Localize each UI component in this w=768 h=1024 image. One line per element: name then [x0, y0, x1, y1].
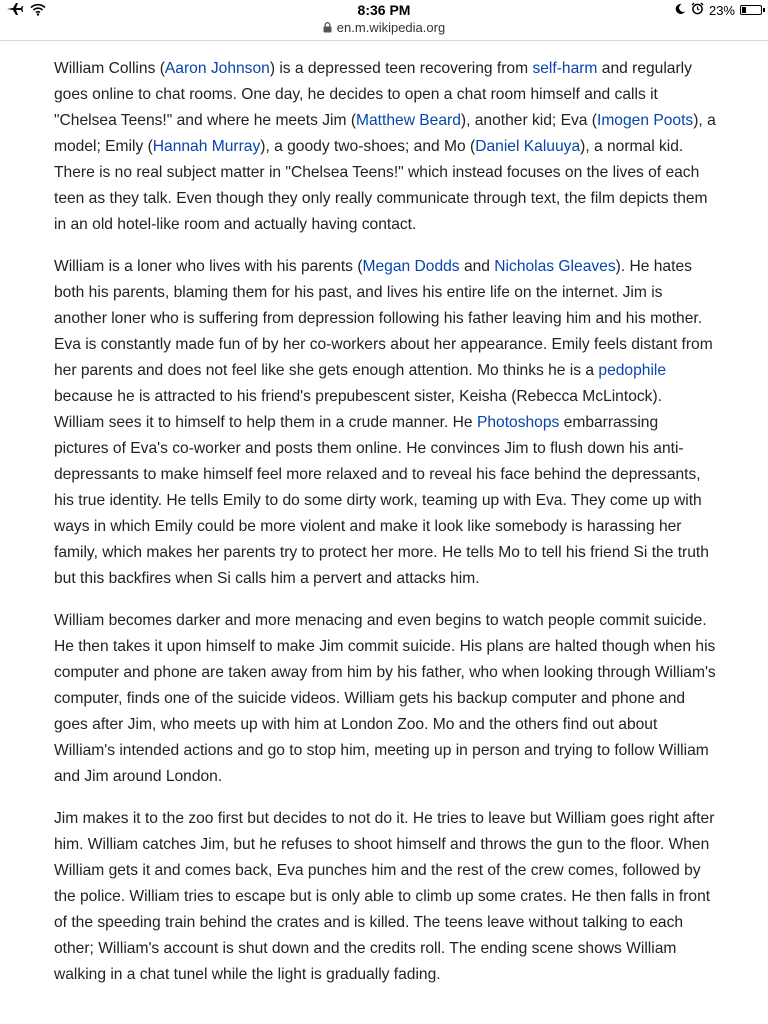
wiki-link[interactable]: Aaron Johnson [164, 60, 270, 77]
wiki-link[interactable]: Photoshops [476, 414, 560, 431]
paragraph-text: and [459, 258, 495, 275]
wiki-link[interactable]: Imogen Poots [596, 112, 694, 129]
battery-icon [740, 5, 762, 15]
article-body [54, 56, 716, 1004]
battery-level [742, 7, 746, 13]
lock-icon [323, 21, 332, 36]
article-paragraph [54, 608, 716, 790]
moon-icon [674, 3, 686, 18]
paragraph-text: ) is a depressed teen recovering from [269, 60, 533, 77]
paragraph-text: because he is attracted to his friend's prepubescent sister, Keisha (Rebecca McLintock). William sees it to himself to help them in a crude manner. He [54, 388, 662, 431]
paragraph-text: ), a normal kid. There is no real subject matter in "Chelsea Teens!" which instead focuses on the lives of each teen as they talk. Even though they only really communicate through text, the film depicts them in an old hotel-like room and actually having contact. [54, 138, 708, 233]
article-paragraph [54, 254, 716, 592]
url-bar[interactable] [0, 20, 768, 36]
wiki-link[interactable]: Megan Dodds [362, 258, 460, 275]
paragraph-text: ), a goody two-shoes; and Mo ( [260, 138, 476, 155]
status-right-icons [674, 2, 762, 18]
alarm-icon [691, 2, 704, 18]
battery-percent: 23% [708, 2, 735, 18]
wiki-link[interactable]: Matthew Beard [356, 112, 461, 129]
paragraph-text: and regularly goes online to chat rooms. One day, he decides to open a chat room himself and calls it "Chelsea Teens!" and where he meets Jim ( [54, 60, 692, 129]
paragraph-text: William Collins ( [54, 60, 165, 77]
url-text: en.m.wikipedia.org [336, 20, 446, 35]
article-paragraph [54, 56, 716, 238]
paragraph-text: ), another kid; Eva ( [460, 112, 597, 129]
paragraph-text: William becomes darker and more menacing and even begins to watch people commit suicide. He then takes it upon himself to make Jim commit suicide. His plans are halted though when his computer and phone are taken away from him by his father, who when looking through William's computer, finds one of the suicide videos. William gets his backup computer and phone and goes after Jim, who meets up with him at London Zoo. Mo and the others find out about William's intended actions and go to stop him, meeting up in person and trying to follow William and Jim around London. [54, 612, 716, 785]
status-bar [0, 0, 768, 41]
wiki-link[interactable]: Nicholas Gleaves [494, 258, 616, 275]
paragraph-text: ). He hates both his parents, blaming them for his past, and lives his entire life on the internet. Jim is another loner who is suffering from depression following his father leaving him and his mother. Eva is constantly made fun of by her co-workers about her appearance. Emily feels distant from her parents and does not feel like she gets enough attention. Mo thinks he is a [54, 258, 713, 379]
wiki-link[interactable]: Hannah Murray [152, 138, 261, 155]
wiki-link[interactable]: Daniel Kaluuya [475, 138, 581, 155]
paragraph-text: ), a model; Emily ( [54, 112, 716, 155]
article-paragraph [54, 806, 716, 988]
paragraph-text: embarrassing pictures of Eva's co-worker and posts them online. He convinces Jim to flush down his anti-depressants to make himself feel more relaxed and to reveal his face behind the depressants, his true identity. He tells Emily to do some dirty work, teaming up with Eva. They come up with ways in which Emily could be more violent and make it look like somebody is harassing her family, which makes her parents try to protect her more. He tells Mo to tell his friend Si the truth but this backfires when Si calls him a pervert and attacks him. [54, 414, 709, 587]
paragraph-text: Jim makes it to the zoo first but decides to not do it. He tries to leave but William goes right after him. William catches Jim, but he refuses to shoot himself and throws the gun to the floor. When William gets it and comes back, Eva punches him and the rest of the crew comes, followed by the police. William tries to escape but is only able to climb up some crates. He then falls in front of the speeding train behind the crates and is killed. The teens leave without talking to each other; William's account is shut down and the credits roll. The ending scene shows William walking in a chat tunel while the light is gradually fading. [54, 810, 715, 983]
clock: 8:36 PM [357, 2, 411, 18]
paragraph-text: William is a loner who lives with his parents ( [54, 258, 363, 275]
wiki-link[interactable]: self-harm [532, 60, 598, 77]
wiki-link[interactable]: pedophile [598, 362, 667, 379]
